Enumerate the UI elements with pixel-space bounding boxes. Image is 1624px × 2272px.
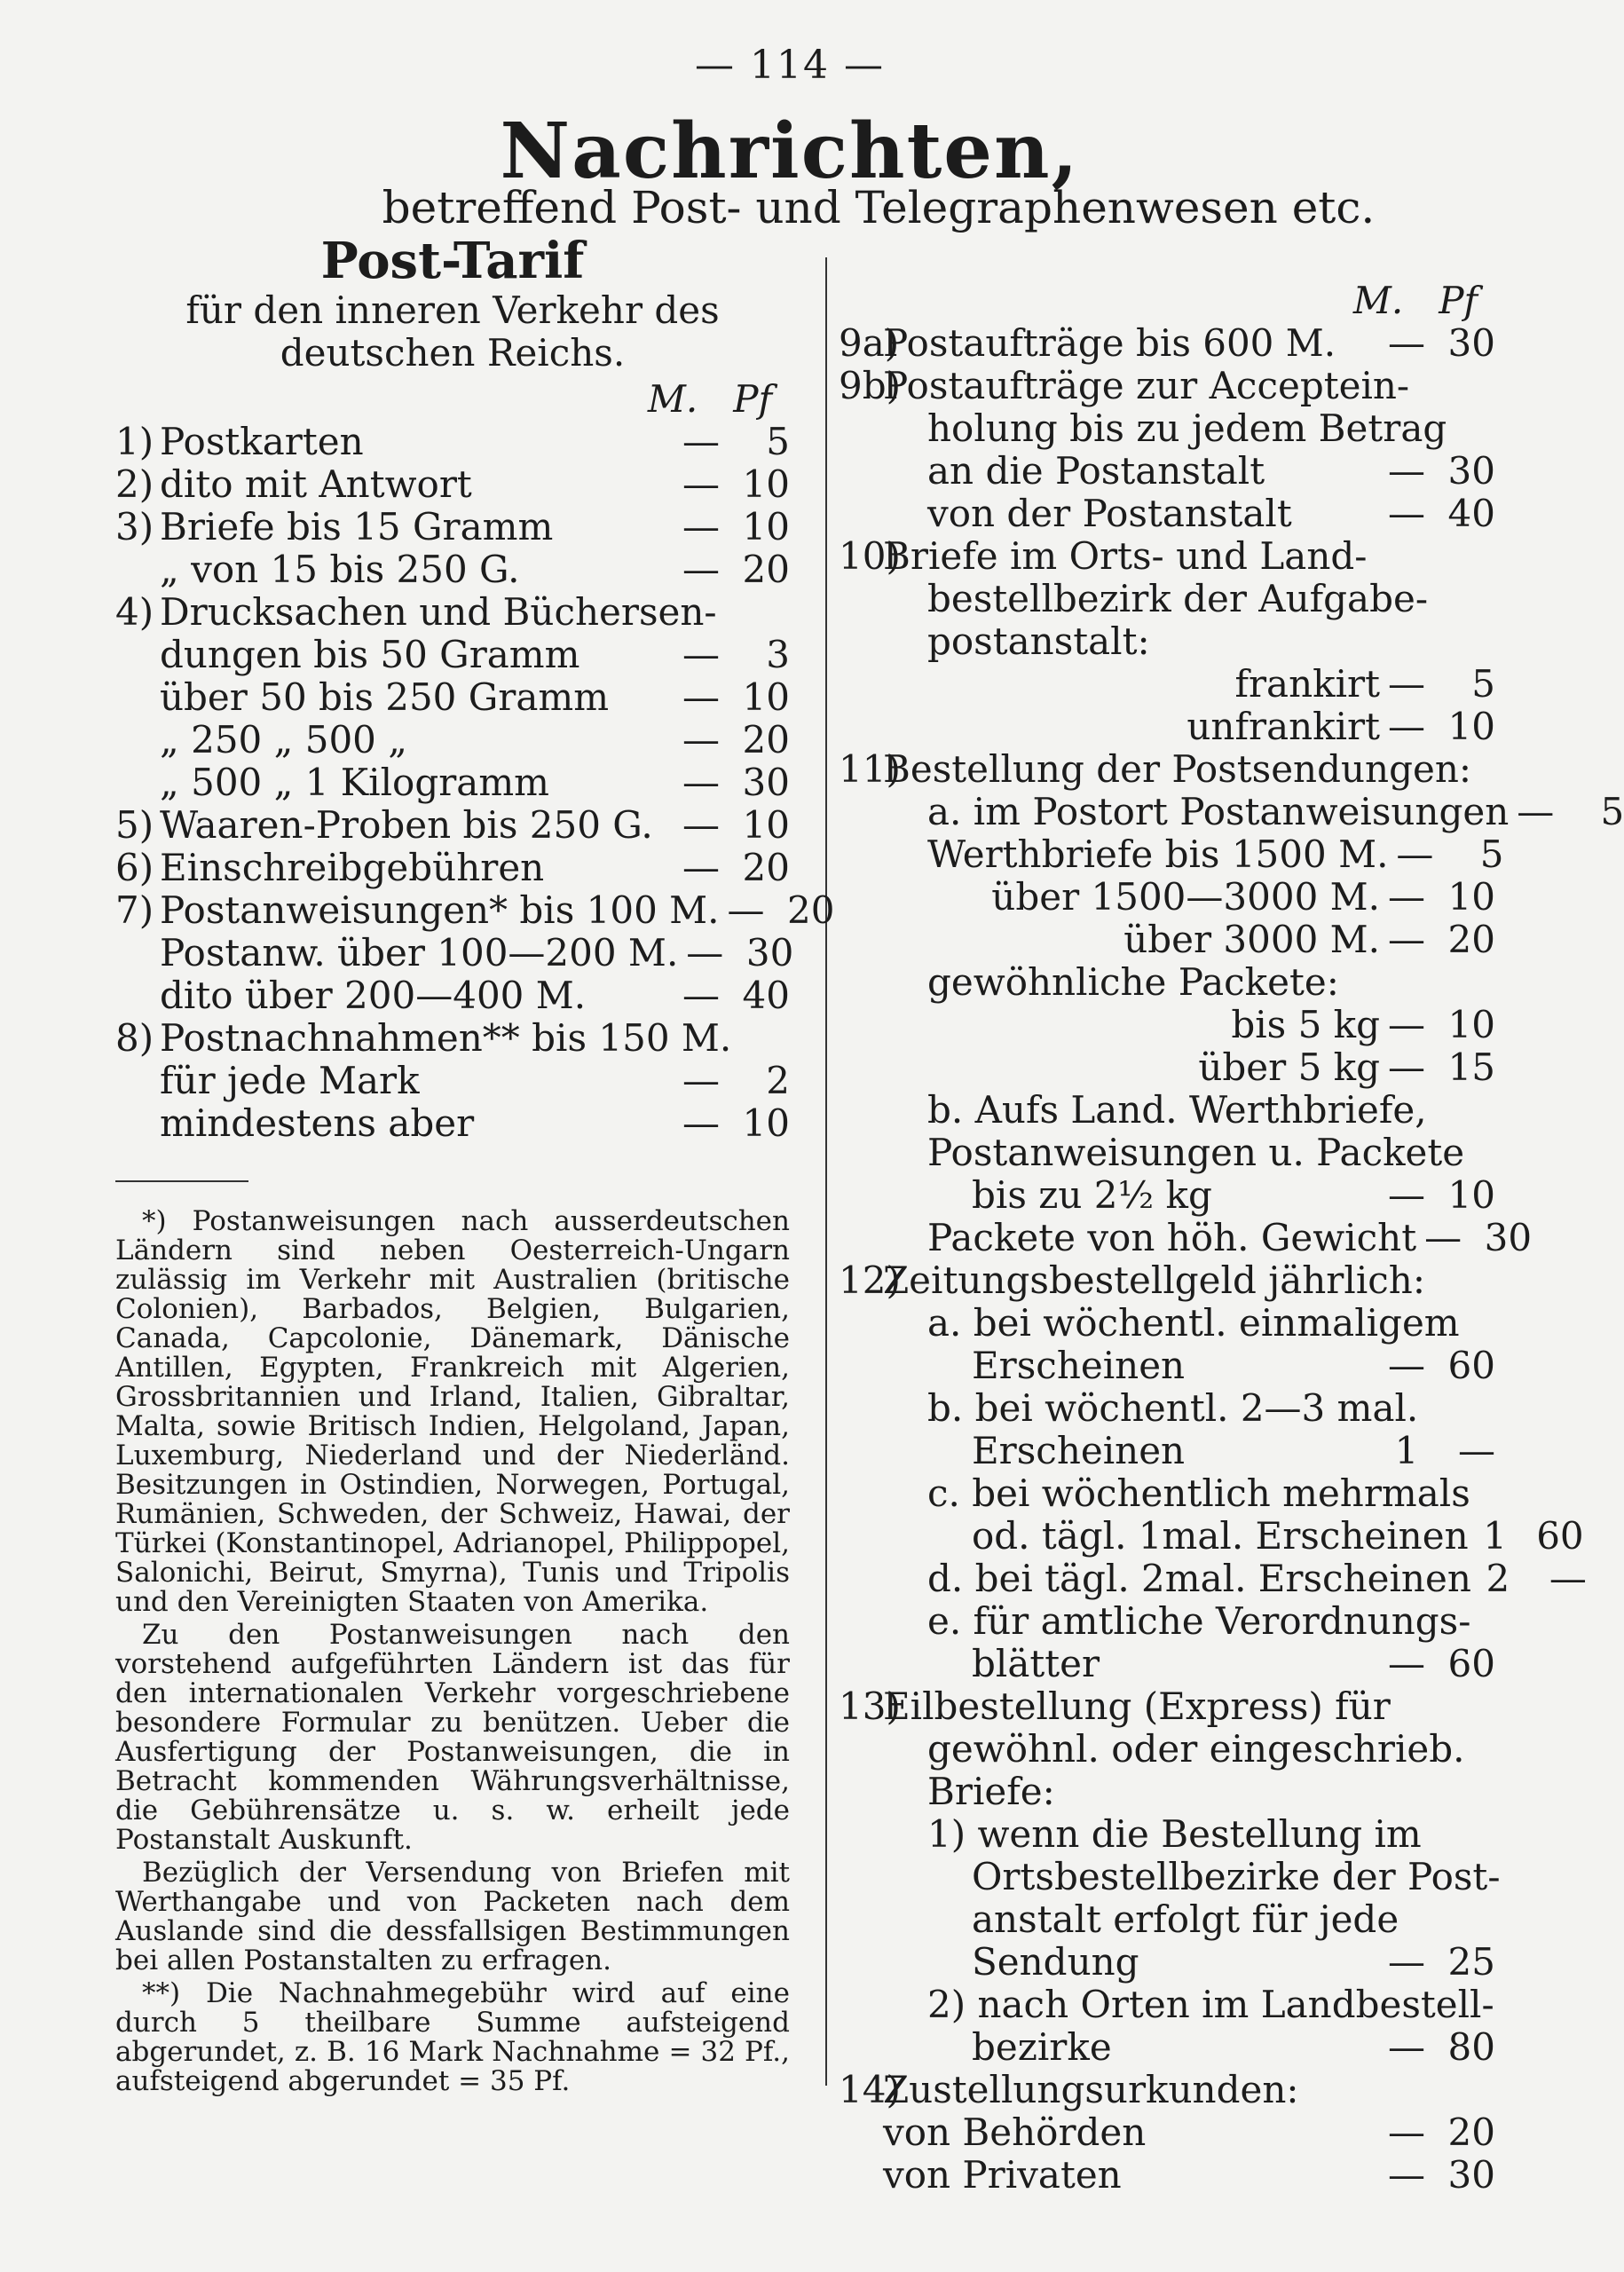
tariff-row (839, 1728, 1495, 1771)
pf-value: 5 (1600, 790, 1624, 833)
item-label: Postkarten (160, 420, 364, 463)
pf-value: 10 (742, 675, 790, 719)
tariff-row (839, 2026, 1495, 2069)
tariff-row (115, 804, 790, 847)
tariff-row (115, 1017, 790, 1060)
item-label: dungen bis 50 Gramm (160, 633, 580, 676)
item-label: „ 500 „ 1 Kilogramm (160, 761, 549, 804)
tariff-row (839, 1472, 1495, 1515)
footnote-paragraph: Zu den Postanweisungen nach den vorstehend aufgeführten Ländern ist das für den internationalen Verkehr vorgeschriebene besondere Formular zu benützen. Ueber die Ausfertigung der Postanweisungen, die in Betracht kommenden Währungsverhältnisse, die Gebührensätze u. s. w. erheilt jede Postanstalt Auskunft. (115, 1619, 790, 1856)
mark-value: — (682, 846, 720, 889)
item-label: a. bei wöchentl. einmaligem (927, 1301, 1460, 1345)
tariff-row (839, 2154, 1495, 2197)
item-label: von Behörden (883, 2110, 1147, 2154)
pf-value: 10 (742, 505, 790, 548)
mark-value: — (1388, 1344, 1425, 1387)
mark-value: — (1388, 449, 1425, 493)
footnote-paragraph: **) Die Nachnahmegebühr wird auf eine durch 5 theilbare Summe aufsteigend abgerundet, z. B. 16 Mark Nachnahme = 32 Pf., aufsteigend abgerundet = 35 Pf. (115, 1977, 790, 2097)
mark-value: — (1388, 2153, 1425, 2197)
item-label: Waaren-Proben bis 250 G. (160, 803, 653, 847)
item-label: Postnachnahmen** bis 150 M. (160, 1016, 732, 1060)
pf-value: 20 (742, 718, 790, 761)
item-number: 4) (115, 590, 154, 634)
tariff-subheading: für den inneren Verkehr des deutschen Reichs. (185, 288, 720, 375)
pf-value: 40 (1447, 492, 1495, 535)
item-label: über 1500—3000 M. (991, 875, 1380, 919)
mark-value: — (1388, 875, 1425, 919)
tariff-row (839, 832, 1504, 876)
currency-header (839, 280, 1495, 322)
item-label: holung bis zu jedem Betrag (927, 406, 1447, 450)
item-number: 14) (839, 2068, 901, 2111)
tariff-row (115, 1102, 790, 1145)
item-label: b. bei wöchentl. 2—3 mal. (927, 1386, 1419, 1430)
item-label: a. im Postort Postanweisungen (927, 790, 1510, 833)
mark-value: 1 (1394, 1429, 1419, 1472)
item-label: „ 250 „ 500 „ (160, 718, 408, 761)
mark-value: — (682, 803, 720, 847)
tariff-row (839, 407, 1495, 450)
left-column (115, 232, 835, 2100)
item-label: Postanw. über 100—200 M. (160, 931, 679, 974)
tariff-list (115, 420, 835, 1145)
currency-mark: M. (1352, 279, 1404, 322)
mark-value: — (682, 462, 720, 506)
tariff-row (839, 2111, 1495, 2154)
pf-value: — (1458, 1429, 1495, 1472)
footnote-rule (115, 1180, 248, 1182)
pf-value: 20 (1447, 918, 1495, 961)
mark-value: — (1388, 1940, 1425, 1984)
mark-value: — (682, 974, 720, 1017)
item-label: Briefe bis 15 Gramm (160, 505, 554, 548)
tariff-row (839, 322, 1495, 365)
item-label: von Privaten (883, 2153, 1122, 2197)
item-label: für jede Mark (160, 1059, 420, 1102)
mark-value: — (1424, 1216, 1462, 1259)
item-label: bezirke (972, 2025, 1112, 2069)
item-label: Packete von höh. Gewicht (927, 1216, 1417, 1259)
tariff-row (115, 463, 790, 506)
pf-value: 30 (742, 761, 790, 804)
pf-value: 25 (1447, 1940, 1495, 1984)
mark-value: — (727, 888, 765, 932)
tariff-row (115, 421, 790, 463)
item-label: postanstalt: (927, 619, 1150, 663)
page-title: Nachrichten, (500, 106, 1080, 196)
tariff-row (839, 706, 1495, 748)
mark-value: — (682, 633, 720, 676)
pf-value: 5 (766, 420, 790, 463)
tariff-list (839, 321, 1624, 2197)
footnotes (115, 1207, 790, 2096)
mark-value: 1 (1483, 1514, 1507, 1558)
item-label: b. Aufs Land. Werthbriefe, (927, 1088, 1427, 1132)
pf-value: 40 (742, 974, 790, 1017)
tariff-row (115, 974, 790, 1017)
pf-value: 20 (1447, 2110, 1495, 2154)
tariff-row (839, 919, 1495, 961)
tariff-row (839, 1345, 1495, 1387)
item-label: gewöhnliche Packete: (927, 960, 1339, 1004)
tariff-row (839, 1600, 1495, 1643)
tariff-row (839, 748, 1495, 791)
item-number: 1) (115, 420, 154, 463)
tariff-row (839, 1387, 1495, 1430)
item-label: anstalt erfolgt für jede (972, 1897, 1399, 1941)
tariff-row (839, 1855, 1501, 1898)
mark-value: — (682, 761, 720, 804)
mark-value: — (1388, 321, 1425, 365)
tariff-row (115, 506, 790, 548)
pf-value: 10 (1447, 875, 1495, 919)
tariff-row (839, 365, 1495, 407)
pf-value: 20 (742, 846, 790, 889)
item-number: 11) (839, 747, 901, 791)
pf-value: 15 (1447, 1045, 1495, 1089)
item-label: Einschreibgebühren (160, 846, 545, 889)
tariff-row (839, 790, 1624, 833)
tariff-row (115, 719, 790, 761)
tariff-row (839, 1813, 1495, 1856)
tariff-row (115, 761, 790, 804)
pf-value: — (1549, 1557, 1587, 1600)
pf-value: 2 (766, 1059, 790, 1102)
item-label: über 5 kg (1198, 1045, 1380, 1089)
item-label: bis 5 kg (1231, 1003, 1380, 1046)
mark-value: 2 (1486, 1557, 1510, 1600)
tariff-row (839, 1685, 1495, 1728)
item-label: unfrankirt (1186, 705, 1380, 748)
pf-value: 5 (1479, 832, 1504, 876)
currency-mark: M. (647, 377, 698, 421)
tariff-row (839, 620, 1495, 663)
mark-value: — (682, 548, 720, 591)
footnote-paragraph: *) Postanweisungen nach ausserdeutschen Ländern sind neben Oesterreich-Ungarn zulässig im Verkehr mit Australien (britische Colonien), Barbados, Belgien, Bulgarien, Canada, Capcolonie, Dänemark, Dänische Antillen, Egypten, Frankreich mit Algerien, Grossbritannien und Irland, Italien, Gibraltar, Malta, sowie Britisch Indien, Helgoland, Japan, Luxemburg, Niederland und der Niederländ. Besitzungen in Ostindien, Norwegen, Portugal, Rumänien, Schweden, der Schweiz, Hawai, der Türkei (Konstantinopel, Adrianopel, Philippopel, Salonichi, Beirut, Smyrna), Tunis und Tripolis und den Vereinigten Staaten von Amerika. (115, 1205, 790, 1618)
right-column (839, 279, 1624, 2197)
pf-value: 20 (787, 888, 835, 932)
item-number: 12) (839, 1258, 901, 1302)
item-label: mindestens aber (160, 1101, 475, 1145)
pf-value: 30 (1447, 449, 1495, 493)
pf-value: 80 (1447, 2025, 1495, 2069)
tariff-row (839, 1984, 1495, 2026)
item-label: blätter (972, 1642, 1100, 1685)
tariff-row (839, 1643, 1495, 1685)
item-label: Zeitungsbestellgeld jährlich: (883, 1258, 1425, 1302)
currency-pf: Pf (733, 377, 772, 421)
tariff-row (839, 1430, 1495, 1472)
tariff-heading: Post-Tarif (320, 232, 585, 290)
item-label: Ortsbestellbezirke der Post- (972, 1855, 1501, 1898)
mark-value: — (1388, 2110, 1425, 2154)
item-label: Drucksachen und Büchersen- (160, 590, 717, 634)
item-label: von der Postanstalt (927, 492, 1292, 535)
pf-value: 3 (766, 633, 790, 676)
mark-value: — (1517, 790, 1555, 833)
tariff-row (839, 1771, 1495, 1813)
pf-value: 30 (745, 931, 794, 974)
tariff-row (839, 1302, 1495, 1345)
tariff-row (839, 1216, 1533, 1259)
item-label: Postanweisungen* bis 100 M. (160, 888, 720, 932)
item-number: 3) (115, 505, 154, 548)
tariff-row (839, 663, 1495, 706)
tariff-row (839, 1557, 1587, 1600)
item-number: 9b) (839, 364, 901, 407)
pf-value: 10 (1447, 1003, 1495, 1046)
tariff-row (839, 1132, 1495, 1174)
item-number: 9a) (839, 321, 900, 365)
mark-value: — (682, 1059, 720, 1102)
item-number: 6) (115, 846, 154, 889)
mark-value: — (1388, 705, 1425, 748)
tariff-row (839, 1514, 1584, 1558)
item-label: über 50 bis 250 Gramm (160, 675, 610, 719)
tariff-row (115, 847, 790, 889)
mark-value: — (1388, 1173, 1425, 1217)
pf-value: 5 (1471, 662, 1495, 706)
tariff-row (839, 578, 1495, 620)
tariff-row (115, 591, 790, 634)
mark-value: — (682, 420, 720, 463)
mark-value: — (686, 931, 724, 974)
column-divider (825, 257, 827, 2086)
pf-value: 60 (1536, 1514, 1584, 1558)
item-label: Zustellungsurkunden: (883, 2068, 1299, 2111)
item-label: c. bei wöchentlich mehrmals (927, 1471, 1470, 1515)
mark-value: — (682, 1101, 720, 1145)
tariff-row (115, 634, 790, 676)
tariff-row (839, 1046, 1495, 1089)
pf-value: 10 (742, 462, 790, 506)
tariff-row (839, 535, 1495, 578)
tariff-row (839, 1941, 1495, 1984)
mark-value: — (1388, 1003, 1425, 1046)
tariff-row (839, 1089, 1495, 1132)
tariff-row (839, 493, 1495, 535)
item-label: Bestellung der Postsendungen: (883, 747, 1472, 791)
tariff-row (839, 1174, 1495, 1217)
page-subtitle: betreffend Post- und Telegraphenwesen etc. (382, 182, 1376, 233)
item-label: frankirt (1234, 662, 1380, 706)
item-number: 7) (115, 888, 154, 932)
item-label: Postaufträge bis 600 M. (883, 321, 1336, 365)
pf-value: 10 (1447, 1173, 1495, 1217)
item-label: Erscheinen (972, 1344, 1186, 1387)
tariff-row (839, 961, 1495, 1004)
tariff-row (839, 450, 1495, 493)
mark-value: — (682, 675, 720, 719)
tariff-row (115, 676, 790, 719)
item-label: Briefe im Orts- und Land- (883, 534, 1368, 578)
pf-value: 30 (1447, 321, 1495, 365)
item-label: gewöhnl. oder eingeschrieb. (927, 1727, 1465, 1771)
item-number: 2) (115, 462, 154, 506)
item-number: 8) (115, 1016, 154, 1060)
item-label: 1) wenn die Bestellung im (927, 1812, 1422, 1856)
footnote-paragraph: Bezüglich der Versendung von Briefen mit Werthangabe und von Packeten nach dem Auslande sind die dessfallsigen Bestimmungen bei allen Postanstalten zu erfragen. (115, 1857, 790, 1976)
item-label: e. für amtliche Verordnungs- (927, 1599, 1471, 1643)
tariff-row (839, 1004, 1495, 1046)
mark-value: — (1388, 662, 1425, 706)
mark-value: — (1388, 1045, 1425, 1089)
item-label: „ von 15 bis 250 G. (160, 548, 520, 591)
mark-value: — (682, 505, 720, 548)
item-label: über 3000 M. (1123, 918, 1380, 961)
item-label: bis zu 2½ kg (972, 1173, 1212, 1217)
tariff-row (839, 1898, 1495, 1941)
pf-value: 10 (742, 1101, 790, 1145)
item-label: od. tägl. 1mal. Erscheinen (972, 1514, 1469, 1558)
mark-value: — (1388, 2025, 1425, 2069)
item-label: Postanweisungen u. Packete (927, 1131, 1465, 1174)
item-label: Postaufträge zur Acceptein- (883, 364, 1410, 407)
tariff-row (115, 888, 835, 932)
pf-value: 10 (1447, 705, 1495, 748)
item-label: Sendung (972, 1940, 1139, 1984)
mark-value: — (1388, 1642, 1425, 1685)
item-label: Eilbestellung (Express) für (883, 1684, 1391, 1728)
mark-value: — (1388, 492, 1425, 535)
pf-value: 30 (1484, 1216, 1533, 1259)
currency-header (115, 378, 790, 421)
item-number: 10) (839, 534, 901, 578)
item-label: Erscheinen (972, 1429, 1186, 1472)
pf-value: 20 (742, 548, 790, 591)
item-label: Werthbriefe bis 1500 M. (927, 832, 1389, 876)
pf-value: 10 (742, 803, 790, 847)
item-label: Briefe: (927, 1770, 1055, 1813)
mark-value: — (682, 718, 720, 761)
item-label: dito über 200—400 M. (160, 974, 587, 1017)
mark-value: — (1396, 832, 1434, 876)
page-number: — 114 — (695, 43, 885, 88)
item-label: 2) nach Orten im Landbestell- (927, 1983, 1494, 2026)
item-label: d. bei tägl. 2mal. Erscheinen (927, 1557, 1471, 1600)
item-label: dito mit Antwort (160, 462, 472, 506)
tariff-row (839, 1259, 1495, 1302)
item-label: bestellbezirk der Aufgabe- (927, 577, 1429, 620)
tariff-row (839, 876, 1495, 919)
pf-value: 60 (1447, 1344, 1495, 1387)
item-number: 5) (115, 803, 154, 847)
tariff-row (115, 548, 790, 591)
currency-pf: Pf (1439, 279, 1478, 322)
item-label: an die Postanstalt (927, 449, 1265, 493)
pf-value: 30 (1447, 2153, 1495, 2197)
mark-value: — (1388, 918, 1425, 961)
item-number: 13) (839, 1684, 901, 1728)
tariff-row (115, 1060, 790, 1102)
tariff-row (839, 2069, 1495, 2111)
tariff-row (115, 931, 794, 974)
pf-value: 60 (1447, 1642, 1495, 1685)
